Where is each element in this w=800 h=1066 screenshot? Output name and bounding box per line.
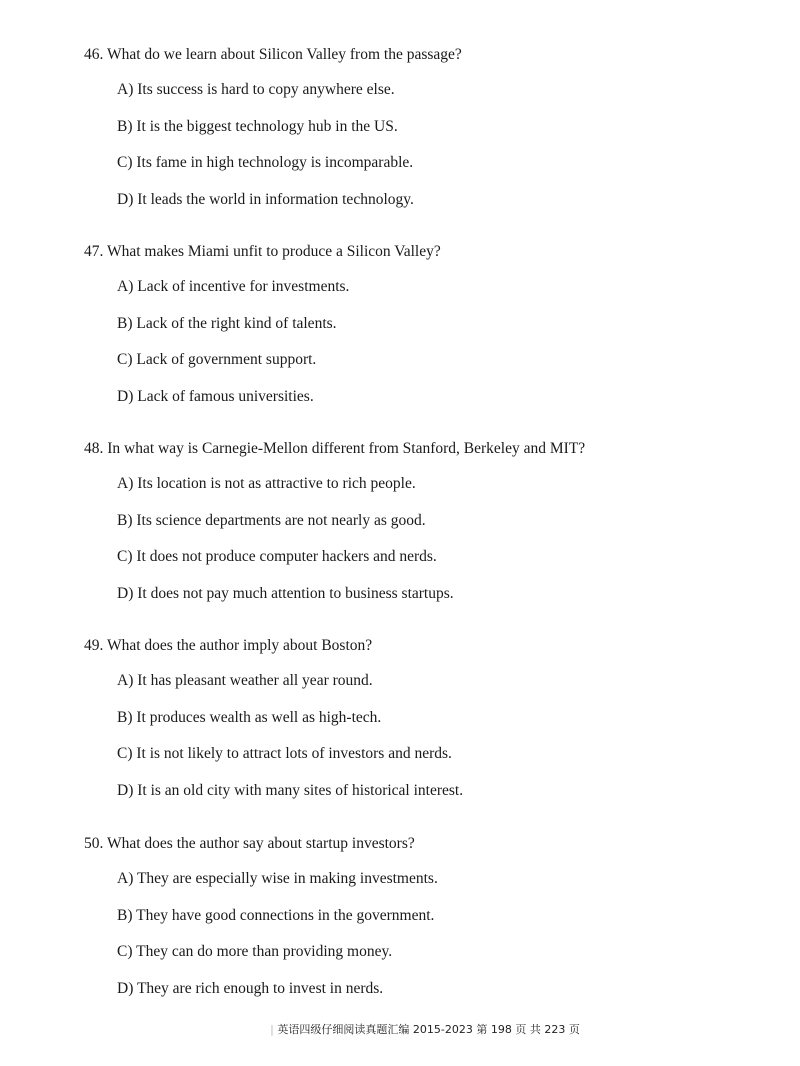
option-a: A) They are especially wise in making investments. <box>117 870 438 887</box>
option-d: D) They are rich enough to invest in nerds. <box>117 980 384 997</box>
question-stem: 46. What do we learn about Silicon Valley from the passage? <box>84 46 462 63</box>
option-b: B) Lack of the right kind of talents. <box>117 315 337 332</box>
option-c: C) Lack of government support. <box>117 351 317 368</box>
option-d: D) It is an old city with many sites of historical interest. <box>117 782 464 799</box>
option-a: A) Lack of incentive for investments. <box>117 278 350 295</box>
option-d: D) Lack of famous universities. <box>117 388 314 405</box>
question-stem: 49. What does the author imply about Boston? <box>84 637 373 654</box>
option-a: A) Its location is not as attractive to rich people. <box>117 475 416 492</box>
option-c: C) They can do more than providing money. <box>117 943 393 960</box>
question-stem: 47. What makes Miami unfit to produce a Silicon Valley? <box>84 243 441 260</box>
option-b: B) They have good connections in the government. <box>117 907 435 924</box>
option-c: C) It is not likely to attract lots of investors and nerds. <box>117 745 452 762</box>
option-d: D) It does not pay much attention to business startups. <box>117 585 454 602</box>
question-stem: 48. In what way is Carnegie-Mellon different from Stanford, Berkeley and MIT? <box>84 440 586 457</box>
option-d: D) It leads the world in information technology. <box>117 191 414 208</box>
option-a: A) It has pleasant weather all year round. <box>117 672 373 689</box>
option-c: C) Its fame in high technology is incomparable. <box>117 154 414 171</box>
footer-page-info: 英语四级仔细阅读真题汇编 2015-2023 第 198 页 共 223 页 <box>277 1023 580 1036</box>
page-footer <box>0 1022 800 1038</box>
footer-mark: | <box>270 1023 274 1036</box>
option-b: B) It produces wealth as well as high-tech. <box>117 709 382 726</box>
option-b: B) It is the biggest technology hub in the US. <box>117 118 398 135</box>
question-stem: 50. What does the author say about startup investors? <box>84 835 415 852</box>
option-b: B) Its science departments are not nearly as good. <box>117 512 426 529</box>
option-a: A) Its success is hard to copy anywhere else. <box>117 81 395 98</box>
option-c: C) It does not produce computer hackers and nerds. <box>117 548 437 565</box>
